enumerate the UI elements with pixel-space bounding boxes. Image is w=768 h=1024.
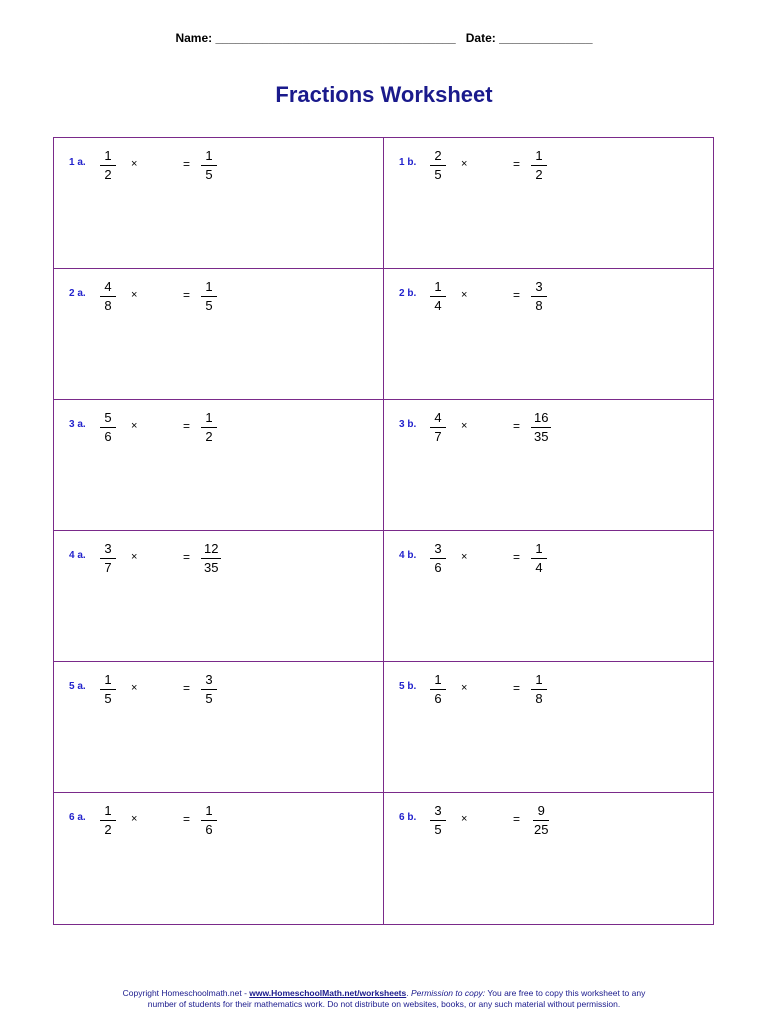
name-date-line [0,30,768,46]
multiply-sign: × [461,682,468,694]
problem-cell [384,531,713,662]
first-fraction-denominator: 8 [104,298,112,313]
result-fraction [531,673,547,706]
multiply-sign: × [131,551,138,563]
result-fraction-denominator: 2 [205,429,213,444]
equals-sign: = [513,157,521,171]
first-fraction-numerator: 3 [100,542,116,559]
problem-cell [54,269,384,400]
equals-sign: = [183,157,191,171]
equals-sign: = [183,288,191,302]
problem-cell [54,400,384,531]
first-fraction-numerator: 3 [430,542,446,559]
problem-label: 2 a. [69,288,86,299]
multiply-sign: × [461,289,468,301]
problem-cell [384,400,713,531]
first-fraction-denominator: 2 [104,822,112,837]
first-fraction [430,280,446,313]
multiply-sign: × [461,551,468,563]
result-fraction-denominator: 4 [535,560,543,575]
result-fraction-denominator: 5 [205,298,213,313]
problem-label: 4 a. [69,550,86,561]
first-fraction-numerator: 2 [430,149,446,166]
first-fraction-numerator: 3 [430,804,446,821]
first-fraction [100,673,116,706]
first-fraction [430,542,446,575]
first-fraction-denominator: 6 [434,691,442,706]
first-fraction-numerator: 4 [100,280,116,297]
problem-label: 1 b. [399,157,417,168]
result-fraction [201,542,221,575]
result-fraction-denominator: 8 [535,298,543,313]
result-fraction [531,804,551,837]
result-fraction [201,149,217,182]
first-fraction-denominator: 5 [104,691,112,706]
result-fraction-numerator: 1 [201,280,217,297]
first-fraction [100,280,116,313]
problem-grid [53,137,714,925]
multiply-sign: × [461,158,468,170]
result-fraction [531,542,547,575]
first-fraction-denominator: 2 [104,167,112,182]
result-fraction-numerator: 1 [201,411,217,428]
result-fraction [531,411,551,444]
problem-label: 6 a. [69,812,86,823]
result-fraction [201,280,217,313]
equals-sign: = [513,288,521,302]
first-fraction [100,411,116,444]
first-fraction-denominator: 6 [434,560,442,575]
first-fraction [100,149,116,182]
equals-sign: = [183,550,191,564]
problem-cell [54,531,384,662]
result-fraction-denominator: 35 [204,560,219,575]
result-fraction-denominator: 6 [205,822,213,837]
first-fraction [430,673,446,706]
result-fraction-denominator: 5 [205,691,213,706]
equals-sign: = [513,550,521,564]
result-fraction-denominator: 2 [535,167,543,182]
first-fraction-numerator: 1 [100,804,116,821]
page-title: Fractions Worksheet [275,82,493,107]
first-fraction [430,411,446,444]
first-fraction-numerator: 1 [100,149,116,166]
result-fraction-numerator: 3 [201,673,217,690]
multiply-sign: × [131,158,138,170]
footer-period: . [406,988,411,998]
multiply-sign: × [131,682,138,694]
result-fraction-numerator: 1 [531,542,547,559]
equals-sign: = [183,419,191,433]
problem-label: 3 a. [69,419,86,430]
problem-label: 5 a. [69,681,86,692]
result-fraction [201,804,217,837]
permission-label: Permission to copy: [410,988,486,998]
copyright-footer [0,988,768,1010]
result-fraction-numerator: 12 [201,542,221,559]
problem-cell [384,793,713,924]
first-fraction [100,542,116,575]
multiply-sign: × [131,420,138,432]
result-fraction [531,149,547,182]
result-fraction-denominator: 35 [534,429,549,444]
first-fraction-denominator: 7 [104,560,112,575]
equals-sign: = [183,812,191,826]
result-fraction [201,673,217,706]
first-fraction-denominator: 5 [434,167,442,182]
first-fraction-denominator: 6 [104,429,112,444]
result-fraction-numerator: 1 [531,673,547,690]
result-fraction-numerator: 1 [531,149,547,166]
first-fraction-numerator: 1 [430,673,446,690]
problem-cell [54,662,384,793]
problem-label: 3 b. [399,419,417,430]
first-fraction [430,149,446,182]
equals-sign: = [183,681,191,695]
first-fraction-numerator: 5 [100,411,116,428]
first-fraction [430,804,446,837]
first-fraction-numerator: 1 [430,280,446,297]
result-fraction [201,411,217,444]
problem-cell [54,793,384,924]
first-fraction-numerator: 1 [100,673,116,690]
multiply-sign: × [131,813,138,825]
problem-label: 6 b. [399,812,417,823]
result-fraction-denominator: 5 [205,167,213,182]
footer-line-1 [0,988,768,999]
first-fraction-denominator: 5 [434,822,442,837]
result-fraction-numerator: 3 [531,280,547,297]
worksheets-link[interactable]: www.HomeschoolMath.net/worksheets [249,988,407,998]
problem-cell [384,269,713,400]
permission-text-1: You are free to copy this worksheet to any [485,988,646,998]
problem-cell [384,662,713,793]
first-fraction-denominator: 7 [434,429,442,444]
result-fraction-numerator: 16 [531,411,551,428]
result-fraction-denominator: 25 [534,822,549,837]
first-fraction-numerator: 4 [430,411,446,428]
multiply-sign: × [131,289,138,301]
result-fraction-denominator: 8 [535,691,543,706]
result-fraction-numerator: 1 [201,804,217,821]
multiply-sign: × [461,420,468,432]
multiply-sign: × [461,813,468,825]
copyright-text: Copyright Homeschoolmath.net - [122,988,250,998]
equals-sign: = [513,681,521,695]
footer-line-2: number of students for their mathematics work. Do not distribute on websites, books, or any such material without permission. [147,999,621,1009]
equals-sign: = [513,812,521,826]
problem-cell [384,138,713,269]
equals-sign: = [513,419,521,433]
problem-label: 1 a. [69,157,86,168]
problem-cell [54,138,384,269]
first-fraction-denominator: 4 [434,298,442,313]
problem-label: 5 b. [399,681,417,692]
problem-label: 4 b. [399,550,417,561]
first-fraction [100,804,116,837]
problem-label: 2 b. [399,288,417,299]
date-field-label: Date: ______________ [465,31,593,45]
name-field-label: Name: ____________________________________ [175,31,456,45]
result-fraction [531,280,547,313]
result-fraction-numerator: 9 [533,804,549,821]
result-fraction-numerator: 1 [201,149,217,166]
